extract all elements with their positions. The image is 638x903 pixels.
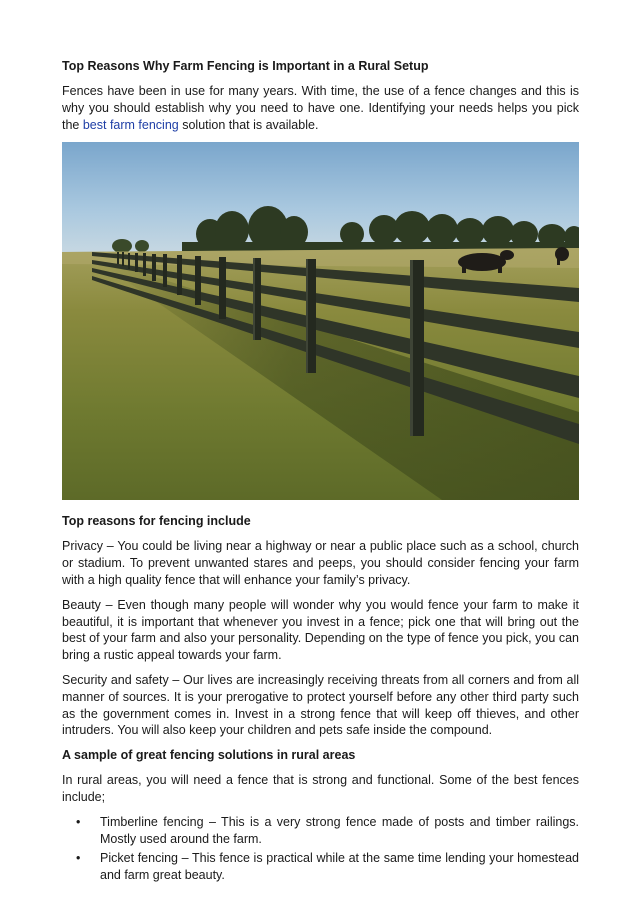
list-item	[62, 850, 579, 884]
fencing-solutions-list	[62, 814, 579, 884]
reason-security: Security and safety – Our lives are increasingly receiving threats from all corners and from all manner of sources. It is your prerogative to protect yourself before any other third party such as the government comes in. Invest in a strong fence that will keep off thieves, and other intruders. You will also keep your children and pets safe inside the compound.	[62, 672, 579, 738]
bullet-text: Picket fencing – This fence is practical while at the same time lending your homestead and farm great beauty.	[100, 851, 579, 883]
article-title: Top Reasons Why Farm Fencing is Important in a Rural Setup	[62, 59, 429, 73]
bullet-icon: •	[76, 851, 81, 866]
bullet-text: Timberline fencing – This is a very strong fence made of posts and timber railings. Mostly used around the farm.	[100, 814, 579, 846]
section1-heading: Top reasons for fencing include	[62, 514, 251, 529]
intro-paragraph	[62, 83, 579, 133]
list-item	[62, 814, 579, 848]
farm-fence-photo	[62, 142, 579, 500]
section2-heading: A sample of great fencing solutions in rural areas	[62, 748, 356, 763]
bullet-icon: •	[76, 814, 81, 829]
intro-end-text: solution that is available.	[178, 117, 319, 132]
document-page	[62, 58, 579, 887]
intro-text: Fences have been in use for many years. With time, the use of a fence changes and this is why you should establish why you need to have one. Identifying your needs helps you pick the	[62, 84, 579, 132]
best-farm-fencing-link[interactable]: best farm fencing	[82, 117, 179, 132]
reason-privacy: Privacy – You could be living near a highway or near a public place such as a school, church or stadium. To prevent unwanted stares and peeps, you should consider fencing your farm with a high quality fence that will enhance your family’s privacy.	[62, 539, 579, 587]
reason-beauty: Beauty – Even though many people will wonder why you would fence your farm to make it beautiful, it is important that whenever you invest in a fence; pick one that will bring out the best of your farm and also your personality. Depending on the type of fence you pick, you can bring a rustic appeal towards your farm.	[62, 597, 579, 663]
section2-intro: In rural areas, you will need a fence that is strong and functional. Some of the best fences include;	[62, 773, 579, 804]
